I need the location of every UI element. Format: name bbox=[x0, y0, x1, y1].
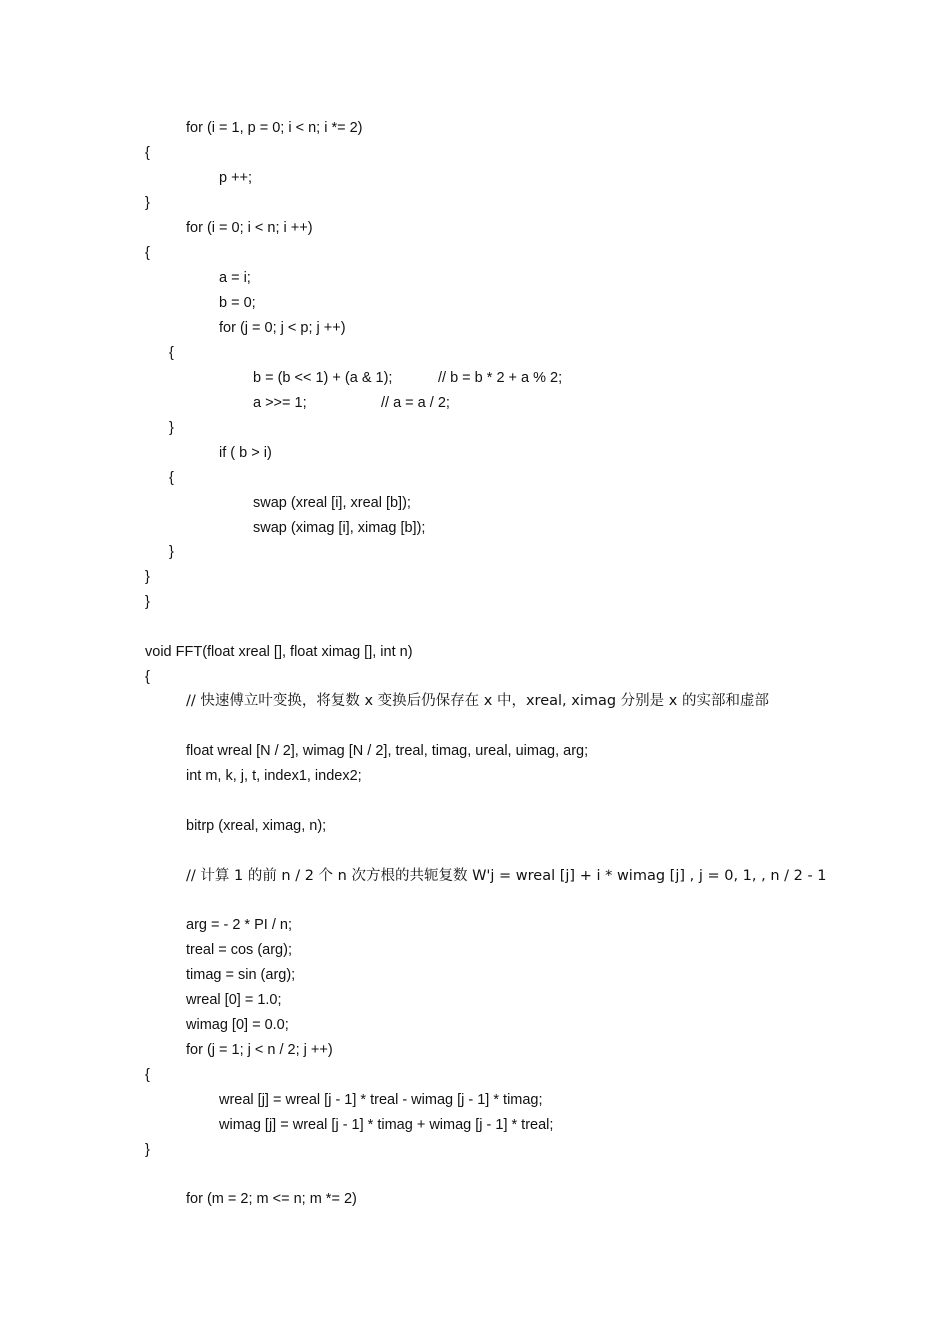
code-comment-chinese: // 快速傅立叶变换，将复数 x 变换后仍保存在 x 中，xreal, ximag 分别是 x 的实部和虚部 bbox=[186, 693, 769, 709]
code-line: { bbox=[169, 470, 174, 486]
code-line: bitrp (xreal, ximag, n); bbox=[186, 818, 327, 834]
code-line: int m, k, j, t, index1, index2; bbox=[186, 768, 362, 784]
code-line: for (j = 1; j < n / 2; j ++) bbox=[186, 1042, 333, 1058]
code-line: wreal [0] = 1.0; bbox=[186, 992, 282, 1008]
code-line: } bbox=[145, 594, 150, 610]
code-line: swap (xreal [i], xreal [b]); bbox=[253, 495, 411, 511]
code-line: for (j = 0; j < p; j ++) bbox=[219, 320, 346, 336]
code-line: swap (ximag [i], ximag [b]); bbox=[253, 520, 426, 536]
code-line: p ++; bbox=[219, 170, 253, 186]
code-line: if ( b > i) bbox=[219, 445, 272, 461]
code-line: b = 0; bbox=[219, 295, 256, 311]
code-line: treal = cos (arg); bbox=[186, 942, 292, 958]
code-line: { bbox=[145, 145, 150, 161]
code-comment: // b = b * 2 + a % 2; bbox=[438, 370, 563, 386]
code-line: } bbox=[145, 195, 150, 211]
code-line: } bbox=[169, 544, 174, 560]
code-comment-chinese: // 计算 1 的前 n / 2 个 n 次方根的共轭复数 W'j = wreal [j] + i * wimag [j] , j = 0, 1, , n / 2 - 1 bbox=[186, 868, 827, 884]
code-line: timag = sin (arg); bbox=[186, 967, 296, 983]
code-line: for (i = 0; i < n; i ++) bbox=[186, 220, 313, 236]
code-line: } bbox=[169, 420, 174, 436]
code-line: b = (b << 1) + (a & 1); bbox=[253, 370, 393, 386]
code-line: } bbox=[145, 1142, 150, 1158]
code-line: { bbox=[145, 245, 150, 261]
code-line: { bbox=[145, 669, 150, 685]
code-line: wreal [j] = wreal [j - 1] * treal - wimag [j - 1] * timag; bbox=[219, 1092, 543, 1108]
code-line: { bbox=[145, 1067, 150, 1083]
code-line: wimag [j] = wreal [j - 1] * timag + wimag [j - 1] * treal; bbox=[219, 1117, 554, 1133]
code-line: arg = - 2 * PI / n; bbox=[186, 917, 292, 933]
code-line: float wreal [N / 2], wimag [N / 2], treal, timag, ureal, uimag, arg; bbox=[186, 743, 589, 759]
code-line: wimag [0] = 0.0; bbox=[186, 1017, 289, 1033]
code-line: { bbox=[169, 345, 174, 361]
code-comment: // a = a / 2; bbox=[381, 395, 450, 411]
code-line: a >>= 1; bbox=[253, 395, 307, 411]
code-line: for (i = 1, p = 0; i < n; i *= 2) bbox=[186, 120, 363, 136]
code-line: for (m = 2; m <= n; m *= 2) bbox=[186, 1191, 357, 1207]
code-line: } bbox=[145, 569, 150, 585]
code-line: a = i; bbox=[219, 270, 251, 286]
function-signature: void FFT(float xreal [], float ximag [], int n) bbox=[145, 644, 413, 660]
